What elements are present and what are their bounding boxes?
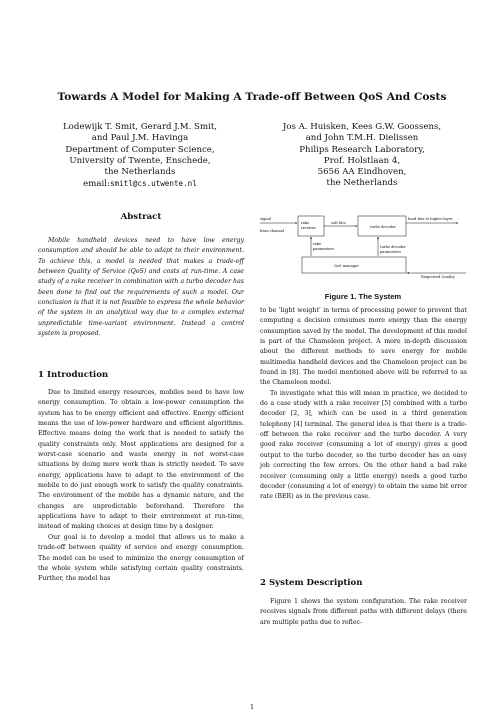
- turbo-parameters-label: parameters: [380, 250, 401, 254]
- abstract-text: [38, 236, 244, 339]
- affiliation-line: the Netherlands: [326, 178, 398, 189]
- page-number: 1: [249, 703, 255, 711]
- affiliation-line: 5656 AA Eindhoven,: [317, 167, 407, 178]
- authors-left-block: [40, 122, 240, 191]
- qos-manager-label: QoS manager: [334, 264, 359, 268]
- author-line: and John T.M.H. Dielissen: [305, 133, 419, 144]
- email-label: email:: [83, 179, 110, 190]
- requested-quality-label: Requested Quality: [421, 275, 455, 279]
- email-line: [40, 178, 240, 190]
- figure-caption: Figure 1. The System: [324, 292, 402, 301]
- author-line: Jos A. Huisken, Kees G.W. Goossens,: [282, 122, 442, 132]
- system-description-body: [260, 597, 467, 628]
- intro-text-a: Due to limited energy resources, mobiles need to have low energy consumption. To obtain a low-power consumption the system has to be energy efficient and effective. Energy efficient means the use of low-power hardware and efficient algorithms. Effective means doing the work that is needed to satisfy the quality constraints only. Most applications are designed for a worst-case scenario and waste energy in: [38, 389, 244, 459]
- author-line: and Paul J.M. Havinga: [91, 133, 189, 144]
- intro-text-b: worst-case situations by doing more work than is strictly needed. To save energy, applications have to adapt to the environment of the mobile to do just enough work to satisfy the quality constraints. The environment of the mobile has a dynamic nature, and the changes are unpredictable beforehand. Therefore the applications have to adapt to their environment at run-time, instead of making choices at design time by a designer.: [38, 451, 244, 531]
- abstract-heading: Abstract: [120, 212, 162, 222]
- affiliation-line: the Netherlands: [104, 167, 176, 178]
- intro-emphasis: not: [193, 451, 204, 459]
- email-address: smitl@cs.utwente.nl: [109, 179, 197, 189]
- system-diagram: [258, 212, 468, 287]
- rake-parameters-label: parameters: [313, 247, 334, 251]
- introduction-body: [38, 388, 244, 585]
- author-line: Lodewijk T. Smit, Gerard J.M. Smit,: [62, 122, 218, 132]
- intro-paragraph-2: Our goal is to develop a model that allows us to make a trade-off between quality of service and energy consumption. The model can be used to minimize the energy consumption of the whole system while satisfying certain quality constraints. Further, the model has: [38, 533, 244, 583]
- abstract-paragraph: Mobile handheld devices need to have low energy consumption and should be able to adapt to their environment. To achieve this, a model is needed that makes a trade-off between Quality of Service (QoS) and costs at run-time. A case study of a rake receiver in combination with a turbo decoder has been done to find out the requirements of such a model. Our conclusion is that it is not feasible to express the whole behavior of the system in an analytical way due to a complex external unpredictable time-variant environment. Instead a control system is proposed.: [38, 237, 245, 338]
- right-paragraph-1: to be ‘light weight’ in terms of processing power to prevent that computing a decision consumes more energy than the energy consumption saved by the model. The development of this model is part of the Chameleon project. A more in-depth discussion about the different methods to save energy for mobile multimedia handheld devices and the Chameleon project can be found in [8]. The model mentioned above will be referred to as the Chameleon model.: [260, 307, 467, 387]
- right-paragraph-2: To investigate what this will mean in practice, we decided to do a case study with a rake receiver [5] combined with a turbo decoder [2, 3], which can be used in a third generation telephony [4] terminal. The general idea is that there is a trade-off between the rake receiver and the turbo decoder. A very good rake receiver (consuming a lot of energy) gives a good output to the turbo decoder, so the turbo decoder has an easy job correcting the few errors. On the other hand a bad rake receiver (consuming only a little energy) needs a good turbo decoder (consuming a lot of energy) to obtain the same bit error rate (BER) as in the previous case.: [260, 389, 467, 501]
- authors-right-block: [255, 122, 469, 190]
- system-paragraph-1: Figure 1 shows the system configuration. The rake receiver receives signals from different paths with different delays (there are multiple paths due to reflec-: [260, 598, 467, 626]
- rake-receiver-label: rake: [301, 221, 310, 225]
- paper-title: Towards A Model for Making A Trade-off Between QoS And Costs: [57, 91, 447, 103]
- from-channel-label: from channel: [260, 229, 285, 233]
- turbo-parameters-label: turbo decoder: [380, 245, 406, 249]
- affiliation-line: Philips Research Laboratory,: [299, 144, 425, 155]
- hard-bits-label: hard bits to higher layer: [408, 217, 453, 221]
- affiliation-line: Department of Computer Science,: [65, 144, 215, 155]
- affiliation-line: University of Twente, Enschede,: [69, 155, 211, 166]
- rake-parameters-label: rake: [313, 242, 322, 246]
- turbo-decoder-label: turbo decoder: [370, 225, 396, 229]
- rake-receiver-label: receiver: [301, 226, 317, 230]
- introduction-heading: 1 Introduction: [38, 370, 109, 380]
- intro-paragraph-1: [38, 388, 244, 533]
- soft-bits-label: soft bits: [331, 221, 346, 225]
- affiliation-line: Prof. Holstlaan 4,: [323, 155, 401, 166]
- right-column-body: [260, 306, 467, 503]
- system-description-heading: 2 System Description: [260, 578, 363, 588]
- signal-label: signal: [260, 217, 271, 221]
